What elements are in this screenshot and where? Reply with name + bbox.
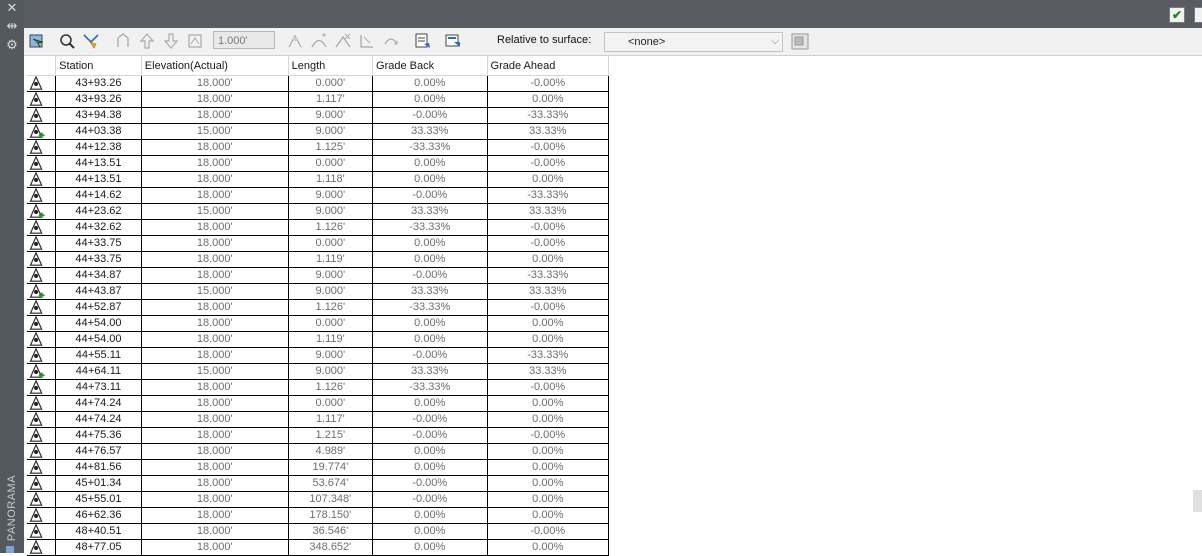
grade-ahead-cell[interactable]: 33.33% xyxy=(487,124,608,140)
pvi-icon xyxy=(27,108,56,124)
grade-back-cell[interactable]: 0.00% xyxy=(373,460,487,476)
table-row[interactable] xyxy=(27,284,609,300)
reverse-direction-icon[interactable] xyxy=(382,32,400,50)
station-cell[interactable]: 48+77.05 xyxy=(56,540,142,556)
profile-entities-grid xyxy=(27,56,609,556)
grade-back-cell[interactable]: -33.33% xyxy=(373,140,487,156)
length-cell[interactable]: 53.674' xyxy=(288,476,372,492)
table-row[interactable] xyxy=(27,252,609,268)
column-header-elevation[interactable]: Elevation(Actual) xyxy=(141,56,288,76)
grade-ahead-cell[interactable]: 0.00% xyxy=(487,444,608,460)
station-cell[interactable]: 44+52.87 xyxy=(56,300,142,316)
checkmark-icon[interactable]: ✔ xyxy=(1169,7,1185,23)
table-row[interactable] xyxy=(27,492,609,508)
grade-ahead-cell[interactable]: 0.00% xyxy=(487,172,608,188)
length-cell[interactable]: 1.117' xyxy=(288,92,372,108)
grade-ahead-cell[interactable]: -33.33% xyxy=(487,188,608,204)
move-vertex-icon[interactable] xyxy=(114,32,132,50)
column-header-grade-ahead[interactable]: Grade Ahead xyxy=(487,56,608,76)
grade-ahead-cell[interactable]: -0.00% xyxy=(487,236,608,252)
table-row[interactable] xyxy=(27,508,609,524)
grade-ahead-cell[interactable]: 0.00% xyxy=(487,396,608,412)
station-cell[interactable]: 44+03.38 xyxy=(56,124,142,140)
station-cell[interactable]: 44+54.00 xyxy=(56,332,142,348)
pvi-icon xyxy=(27,220,56,236)
elevation-cell[interactable]: 18.000' xyxy=(141,348,288,364)
pvi-icon xyxy=(27,428,56,444)
grade-back-cell[interactable]: 0.00% xyxy=(373,76,487,92)
elevation-cell[interactable]: 18.000' xyxy=(141,220,288,236)
pvi-icon xyxy=(27,92,56,108)
station-cell[interactable]: 44+14.62 xyxy=(56,188,142,204)
close-icon[interactable]: ✕ xyxy=(6,0,18,15)
table-row[interactable] xyxy=(27,236,609,252)
pvi-tangent-icon xyxy=(27,284,56,300)
add-curve-icon[interactable] xyxy=(310,32,328,50)
grade-ahead-cell[interactable]: 0.00% xyxy=(487,476,608,492)
station-cell[interactable]: 44+54.00 xyxy=(56,316,142,332)
menu-icon[interactable] xyxy=(1194,7,1202,23)
pvi-tangent-icon xyxy=(27,364,56,380)
length-cell[interactable]: 1.117' xyxy=(288,412,372,428)
grade-back-cell[interactable]: -0.00% xyxy=(373,412,487,428)
length-cell[interactable]: 0.000' xyxy=(288,156,372,172)
pvi-tangent-icon xyxy=(27,124,56,140)
relative-surface-select[interactable] xyxy=(604,32,783,52)
grade-ahead-cell[interactable]: -33.33% xyxy=(487,268,608,284)
grade-back-cell[interactable]: -0.00% xyxy=(373,492,487,508)
autohide-icon[interactable]: ⇹ xyxy=(6,18,18,33)
elevation-cell[interactable]: 15.000' xyxy=(141,284,288,300)
table-row[interactable] xyxy=(27,380,609,396)
pvi-icon xyxy=(27,444,56,460)
grade-ahead-cell[interactable]: -0.00% xyxy=(487,428,608,444)
table-row[interactable] xyxy=(27,76,609,92)
grade-back-cell[interactable]: 0.00% xyxy=(373,508,487,524)
grade-ahead-cell[interactable]: 0.00% xyxy=(487,492,608,508)
table-row[interactable] xyxy=(27,412,609,428)
grade-ahead-cell[interactable]: 0.00% xyxy=(487,460,608,476)
pvi-icon xyxy=(27,268,56,284)
panorama-title: PANORAMA xyxy=(6,474,18,542)
pvi-icon xyxy=(27,188,56,204)
properties-icon[interactable]: ⚙ xyxy=(6,37,18,52)
pvi-icon xyxy=(27,76,56,92)
panorama-toggle-icon[interactable] xyxy=(444,32,462,50)
length-cell[interactable]: 9.000' xyxy=(288,284,372,300)
grade-ahead-cell[interactable]: 0.00% xyxy=(487,508,608,524)
station-cell[interactable]: 44+33.75 xyxy=(56,236,142,252)
station-cell[interactable]: 44+64.11 xyxy=(56,364,142,380)
grade-ahead-cell[interactable]: 0.00% xyxy=(487,316,608,332)
elevation-cell[interactable]: 18.000' xyxy=(141,76,288,92)
pvi-icon xyxy=(27,140,56,156)
table-row[interactable] xyxy=(27,396,609,412)
grade-back-cell[interactable]: 33.33% xyxy=(373,204,487,220)
station-cell[interactable]: 44+55.11 xyxy=(56,348,142,364)
zoom-to-vertex-icon[interactable] xyxy=(82,32,100,50)
grade-ahead-cell[interactable]: 0.00% xyxy=(487,252,608,268)
grade-back-cell[interactable]: 0.00% xyxy=(373,172,487,188)
elevation-cell[interactable]: 15.000' xyxy=(141,124,288,140)
table-row[interactable] xyxy=(27,460,609,476)
column-header-length[interactable]: Length xyxy=(288,56,372,76)
grade-back-cell[interactable]: 0.00% xyxy=(373,236,487,252)
grade-back-cell[interactable]: 0.00% xyxy=(373,332,487,348)
pvi-icon xyxy=(27,236,56,252)
elevation-cell[interactable]: 18.000' xyxy=(141,476,288,492)
pvi-icon xyxy=(27,332,56,348)
grade-ahead-cell[interactable]: 0.00% xyxy=(487,332,608,348)
elevation-cell[interactable]: 18.000' xyxy=(141,268,288,284)
length-cell[interactable]: 19.774' xyxy=(288,460,372,476)
station-cell[interactable]: 45+01.34 xyxy=(56,476,142,492)
length-cell[interactable]: 0.000' xyxy=(288,316,372,332)
delete-pvi-icon[interactable] xyxy=(334,32,352,50)
table-row[interactable] xyxy=(27,124,609,140)
grade-back-cell[interactable]: -0.00% xyxy=(373,476,487,492)
table-row[interactable] xyxy=(27,204,609,220)
elevation-cell[interactable]: 18.000' xyxy=(141,492,288,508)
pvi-icon xyxy=(27,540,56,556)
grade-back-cell[interactable]: -0.00% xyxy=(373,428,487,444)
table-row[interactable] xyxy=(27,444,609,460)
table-row[interactable] xyxy=(27,108,609,124)
station-cell[interactable]: 44+43.87 xyxy=(56,284,142,300)
pick-surface-icon[interactable] xyxy=(791,33,809,51)
table-row[interactable] xyxy=(27,364,609,380)
table-row[interactable] xyxy=(27,140,609,156)
grade-back-cell[interactable]: 0.00% xyxy=(373,540,487,556)
length-cell[interactable]: 1.125' xyxy=(288,140,372,156)
vertical-scrollbar[interactable] xyxy=(1193,490,1202,512)
elevation-cell[interactable]: 18.000' xyxy=(141,252,288,268)
station-cell[interactable]: 44+33.75 xyxy=(56,252,142,268)
length-cell[interactable]: 1.126' xyxy=(288,380,372,396)
table-row[interactable] xyxy=(27,540,609,556)
length-cell[interactable]: 9.000' xyxy=(288,268,372,284)
elevation-cell[interactable]: 18.000' xyxy=(141,380,288,396)
elevation-cell[interactable]: 18.000' xyxy=(141,156,288,172)
station-cell[interactable]: 44+12.38 xyxy=(56,140,142,156)
grade-back-cell[interactable]: 0.00% xyxy=(373,92,487,108)
length-cell[interactable]: 1.118' xyxy=(288,172,372,188)
elevation-cell[interactable]: 18.000' xyxy=(141,108,288,124)
grade-ahead-cell[interactable]: 0.00% xyxy=(487,412,608,428)
grade-ahead-cell[interactable]: 33.33% xyxy=(487,364,608,380)
pvi-tangent-icon xyxy=(27,204,56,220)
pvi-icon xyxy=(27,156,56,172)
station-cell[interactable]: 43+94.38 xyxy=(56,108,142,124)
station-cell[interactable]: 44+74.24 xyxy=(56,412,142,428)
elevation-cell[interactable]: 15.000' xyxy=(141,364,288,380)
length-cell[interactable]: 348.652' xyxy=(288,540,372,556)
pvi-icon xyxy=(27,300,56,316)
length-cell[interactable]: 4.989' xyxy=(288,444,372,460)
pvi-icon xyxy=(27,396,56,412)
length-cell[interactable]: 107.348' xyxy=(288,492,372,508)
panorama-side-bar xyxy=(0,0,24,553)
length-cell[interactable]: 0.000' xyxy=(288,396,372,412)
station-cell[interactable]: 43+93.26 xyxy=(56,92,142,108)
station-cell[interactable]: 46+62.36 xyxy=(56,508,142,524)
grade-back-cell[interactable]: 0.00% xyxy=(373,396,487,412)
grade-ahead-cell[interactable]: -33.33% xyxy=(487,348,608,364)
station-cell[interactable]: 44+23.62 xyxy=(56,204,142,220)
station-cell[interactable]: 44+13.51 xyxy=(56,156,142,172)
length-cell[interactable]: 0.000' xyxy=(288,76,372,92)
grade-back-cell[interactable]: 0.00% xyxy=(373,524,487,540)
station-cell[interactable]: 48+40.51 xyxy=(56,524,142,540)
station-cell[interactable]: 43+93.26 xyxy=(56,76,142,92)
station-cell[interactable]: 44+76.57 xyxy=(56,444,142,460)
table-row[interactable] xyxy=(27,220,609,236)
length-cell[interactable]: 9.000' xyxy=(288,124,372,140)
elevation-cell[interactable]: 18.000' xyxy=(141,396,288,412)
station-cell[interactable]: 44+74.24 xyxy=(56,396,142,412)
elevation-cell[interactable]: 18.000' xyxy=(141,412,288,428)
grade-back-cell[interactable]: -33.33% xyxy=(373,220,487,236)
station-cell[interactable]: 44+73.11 xyxy=(56,380,142,396)
pvi-icon xyxy=(27,460,56,476)
table-row[interactable] xyxy=(27,332,609,348)
column-header-grade-back[interactable]: Grade Back xyxy=(373,56,487,76)
arrow-up-icon[interactable] xyxy=(138,32,156,50)
grade-back-cell[interactable]: 0.00% xyxy=(373,156,487,172)
grade-ahead-cell[interactable]: 33.33% xyxy=(487,284,608,300)
table-row[interactable] xyxy=(27,476,609,492)
grade-back-cell[interactable]: -33.33% xyxy=(373,300,487,316)
grade-back-cell[interactable]: 0.00% xyxy=(373,252,487,268)
relative-to-surface-label: Relative to surface: xyxy=(497,34,592,46)
pvi-icon xyxy=(27,412,56,428)
grade-back-cell[interactable]: -0.00% xyxy=(373,348,487,364)
zoom-to-icon[interactable] xyxy=(58,32,76,50)
pvi-icon xyxy=(27,316,56,332)
grade-ahead-cell[interactable]: -0.00% xyxy=(487,300,608,316)
length-cell[interactable]: 9.000' xyxy=(288,108,372,124)
station-cell[interactable]: 44+32.62 xyxy=(56,220,142,236)
elevation-cell[interactable]: 18.000' xyxy=(141,524,288,540)
pvi-icon xyxy=(27,508,56,524)
pvi-icon xyxy=(27,492,56,508)
length-cell[interactable]: 9.000' xyxy=(288,364,372,380)
grade-ahead-cell[interactable]: -0.00% xyxy=(487,76,608,92)
elevation-cell[interactable]: 18.000' xyxy=(141,92,288,108)
grade-back-cell[interactable]: 33.33% xyxy=(373,364,487,380)
break-apart-icon[interactable] xyxy=(358,32,376,50)
table-row[interactable] xyxy=(27,268,609,284)
relative-surface-value: <none> xyxy=(628,36,666,48)
length-cell[interactable]: 1.119' xyxy=(288,252,372,268)
station-cell[interactable]: 44+34.87 xyxy=(56,268,142,284)
grade-ahead-cell[interactable]: -0.00% xyxy=(487,380,608,396)
elevation-cell[interactable]: 18.000' xyxy=(141,236,288,252)
grade-ahead-cell[interactable]: 0.00% xyxy=(487,92,608,108)
pvi-icon xyxy=(27,348,56,364)
station-cell[interactable]: 44+81.56 xyxy=(56,460,142,476)
title-bar xyxy=(24,0,1202,28)
table-row[interactable] xyxy=(27,300,609,316)
pvi-icon xyxy=(27,172,56,188)
elevation-cell[interactable]: 18.000' xyxy=(141,508,288,524)
chevron-down-icon: ⌵ xyxy=(771,36,779,47)
table-row[interactable] xyxy=(27,524,609,540)
elevation-cell[interactable]: 18.000' xyxy=(141,300,288,316)
length-cell[interactable]: 9.000' xyxy=(288,188,372,204)
elevation-cell[interactable]: 18.000' xyxy=(141,332,288,348)
elevation-cell[interactable]: 18.000' xyxy=(141,428,288,444)
grade-back-cell[interactable]: 33.33% xyxy=(373,124,487,140)
length-cell[interactable]: 9.000' xyxy=(288,348,372,364)
grade-back-cell[interactable]: -33.33% xyxy=(373,380,487,396)
column-header-station[interactable]: Station xyxy=(56,56,142,76)
station-cell[interactable]: 44+75.36 xyxy=(56,428,142,444)
pvi-icon xyxy=(27,252,56,268)
elevation-cell[interactable]: 18.000' xyxy=(141,460,288,476)
grade-ahead-cell[interactable]: -0.00% xyxy=(487,524,608,540)
table-row[interactable] xyxy=(27,316,609,332)
grade-ahead-cell[interactable]: -0.00% xyxy=(487,156,608,172)
weed-distance-input[interactable]: 1.000' xyxy=(213,31,275,49)
table-row[interactable] xyxy=(27,156,609,172)
length-cell[interactable]: 178.150' xyxy=(288,508,372,524)
length-cell[interactable]: 1.126' xyxy=(288,300,372,316)
edit-elevations-icon[interactable] xyxy=(414,32,432,50)
elevation-cell[interactable]: 18.000' xyxy=(141,316,288,332)
grade-back-cell[interactable]: -0.00% xyxy=(373,188,487,204)
select-profile-icon[interactable] xyxy=(28,32,46,50)
table-row[interactable] xyxy=(27,348,609,364)
table-row[interactable] xyxy=(27,92,609,108)
grade-back-cell[interactable]: 0.00% xyxy=(373,444,487,460)
length-cell[interactable]: 36.546' xyxy=(288,524,372,540)
grade-back-cell[interactable]: -0.00% xyxy=(373,108,487,124)
grid-header-row xyxy=(27,56,609,76)
pvi-icon xyxy=(27,524,56,540)
elevation-cell[interactable]: 18.000' xyxy=(141,444,288,460)
table-row[interactable] xyxy=(27,188,609,204)
arrow-down-icon[interactable] xyxy=(162,32,180,50)
grade-ahead-cell[interactable]: -0.00% xyxy=(487,220,608,236)
panel-resize-handle[interactable] xyxy=(6,546,14,553)
grade-ahead-cell[interactable]: -0.00% xyxy=(487,140,608,156)
grade-ahead-cell[interactable]: 33.33% xyxy=(487,204,608,220)
grade-back-cell[interactable]: 0.00% xyxy=(373,316,487,332)
column-header-icon xyxy=(27,56,56,76)
grade-back-cell[interactable]: -0.00% xyxy=(373,268,487,284)
elevation-cell[interactable]: 18.000' xyxy=(141,188,288,204)
grade-back-cell[interactable]: 33.33% xyxy=(373,284,487,300)
length-cell[interactable]: 1.215' xyxy=(288,428,372,444)
elevation-cell[interactable]: 18.000' xyxy=(141,540,288,556)
table-row[interactable] xyxy=(27,428,609,444)
table-row[interactable] xyxy=(27,172,609,188)
insert-pvi-icon[interactable] xyxy=(286,32,304,50)
length-cell[interactable]: 1.119' xyxy=(288,332,372,348)
station-cell[interactable]: 44+13.51 xyxy=(56,172,142,188)
weed-vertices-icon[interactable] xyxy=(186,32,204,50)
elevation-cell[interactable]: 18.000' xyxy=(141,172,288,188)
elevation-cell[interactable]: 15.000' xyxy=(141,204,288,220)
station-cell[interactable]: 45+55.01 xyxy=(56,492,142,508)
length-cell[interactable]: 0.000' xyxy=(288,236,372,252)
grade-ahead-cell[interactable]: -33.33% xyxy=(487,108,608,124)
length-cell[interactable]: 1.126' xyxy=(288,220,372,236)
pvi-icon xyxy=(27,476,56,492)
profile-grid-toolbar xyxy=(24,28,1202,56)
pvi-icon xyxy=(27,380,56,396)
length-cell[interactable]: 9.000' xyxy=(288,204,372,220)
grade-ahead-cell[interactable]: 0.00% xyxy=(487,540,608,556)
elevation-cell[interactable]: 18.000' xyxy=(141,140,288,156)
